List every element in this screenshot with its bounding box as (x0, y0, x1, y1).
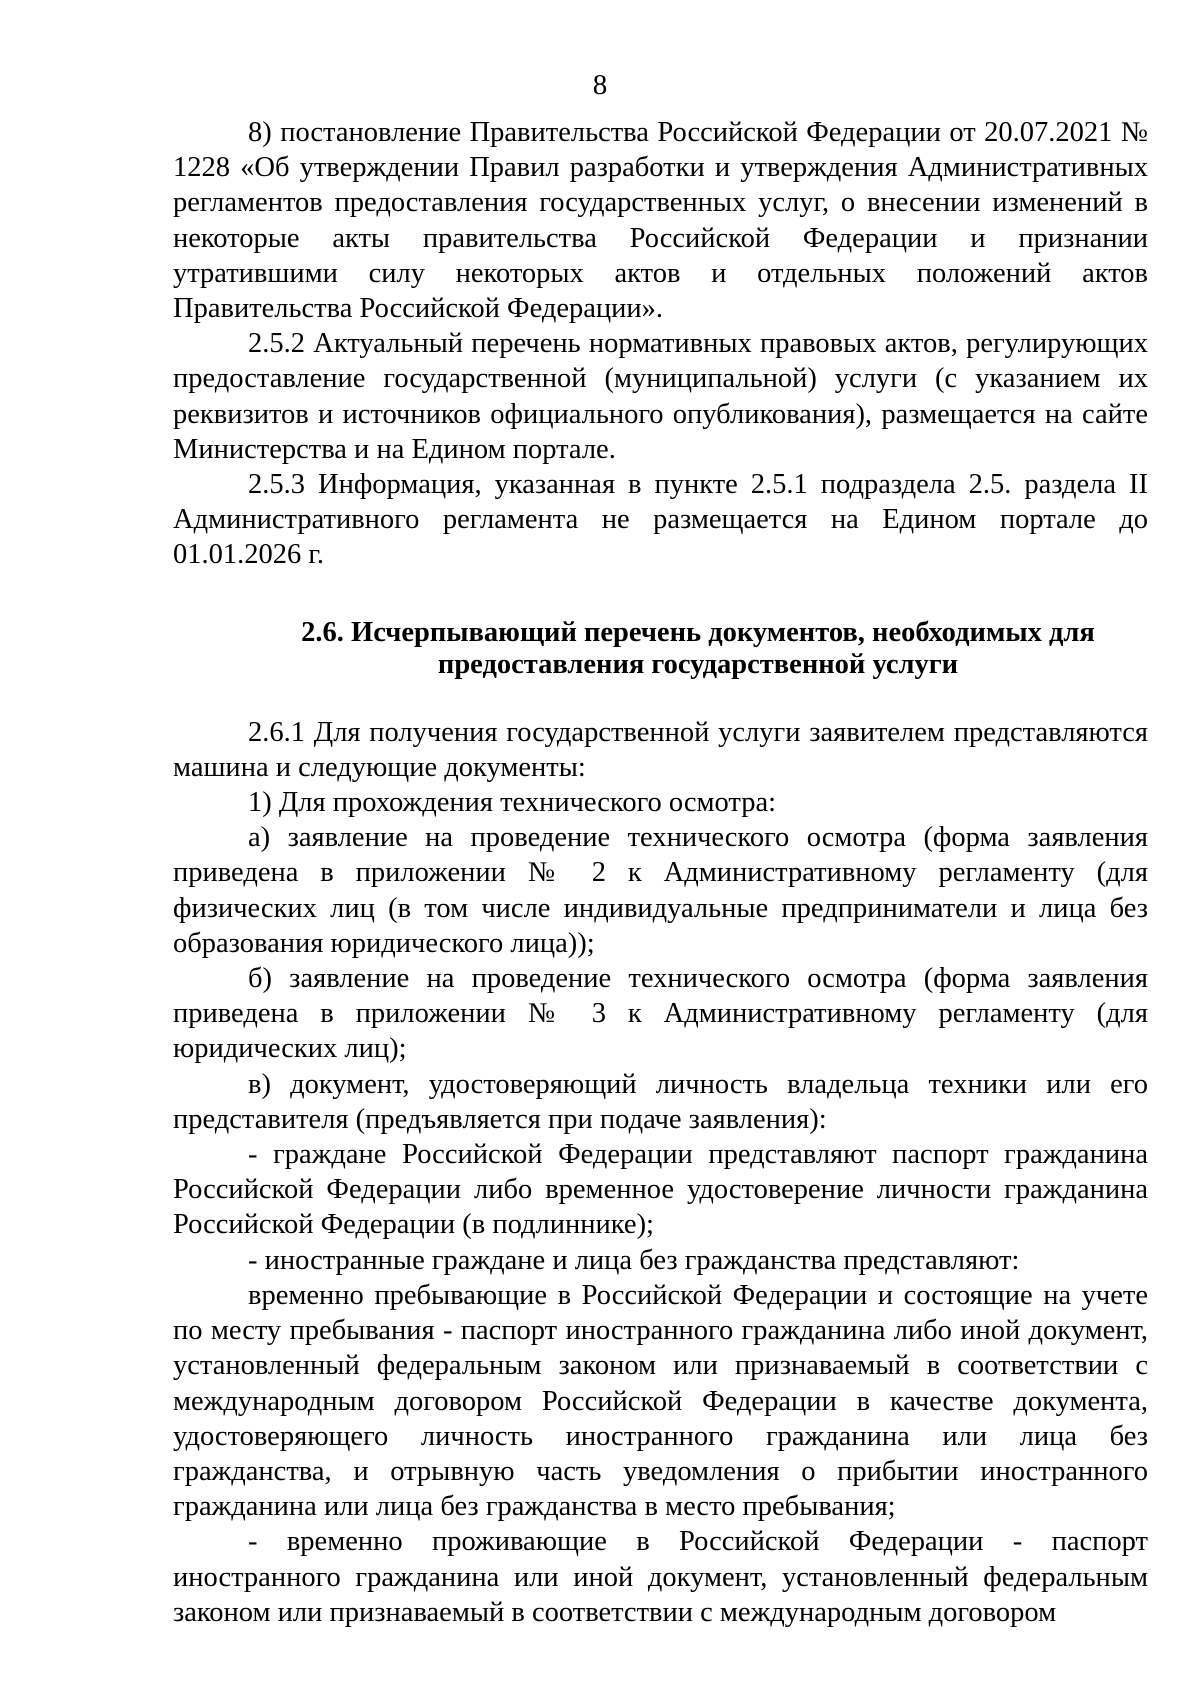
section-heading-2-6: 2.6. Исчерпывающий перечень документов, необходимых для предоставления государственной услуги (301, 616, 1095, 680)
document-body (173, 115, 1148, 1630)
paragraph-item-b: б) заявление на проведение технического осмотра (форма заявления приведена в приложении № 3 к Административному регламенту (для юридических лиц); (173, 963, 1148, 1065)
paragraph-item-a: а) заявление на проведение технического осмотра (форма заявления приведена в приложении № 2 к Административному регламенту (для физических лиц (в том числе индивидуальные предприниматели и лица без образования юридического лица)); (173, 822, 1148, 959)
page-number: 8 (592, 69, 608, 101)
paragraph-2-6-1: 2.6.1 Для получения государственной услуги заявителем представляются машина и следующие документы: (173, 716, 1148, 783)
paragraph-item-v: в) документ, удостоверяющий личность владельца техники или его представителя (предъявляется при подаче заявления): (173, 1068, 1148, 1135)
paragraph-citizens-rf: - граждане Российской Федерации представляют паспорт гражданина Российской Федерации либо временное удостоверение личности гражданина Российской Федерации (в подлиннике); (173, 1139, 1148, 1241)
paragraph-temporarily-staying: временно пребывающие в Российской Федерации и состоящие на учете по месту пребывания - паспорт иностранного гражданина либо иной документ, установленный федеральным законом или признаваемый в соответствии с международным договором Российской Федерации в качестве документа, удостоверяющего личность иностранного гражданина или лица без гражданства, и отрывную часть уведомления о прибытии иностранного гражданина или лица без гражданства в место пребывания; (173, 1279, 1148, 1523)
paragraph-decree-item-8: 8) постановление Правительства Российской Федерации от 20.07.2021 № 1228 «Об утверждении Правил разработки и утверждения Административных регламентов предоставления государственных услуг, о внесении изменений в некоторые акты правительства Российской Федерации и признании утратившими силу некоторых актов и отдельных положений актов Правительства Российской Федерации». (173, 117, 1148, 325)
paragraph-2-5-3: 2.5.3 Информация, указанная в пункте 2.5.1 подраздела 2.5. раздела II Административного регламента не размещается на Едином портале до 01.01.2026 г. (173, 469, 1148, 571)
paragraph-2-5-2: 2.5.2 Актуальный перечень нормативных правовых актов, регулирующих предоставление государственной (муниципальной) услуги (с указанием их реквизитов и источников официального опубликования), размещается на сайте Министерства и на Едином портале. (173, 328, 1148, 465)
paragraph-tech-inspection: 1) Для прохождения технического осмотра: (248, 787, 777, 819)
paragraph-temporarily-residing: - временно проживающие в Российской Федерации - паспорт иностранного гражданина или иной документ, установленный федеральным законом или признаваемый в соответствии с международным договором (173, 1526, 1148, 1628)
paragraph-foreign-citizens: - иностранные граждане и лица без гражданства представляют: (248, 1244, 1020, 1276)
